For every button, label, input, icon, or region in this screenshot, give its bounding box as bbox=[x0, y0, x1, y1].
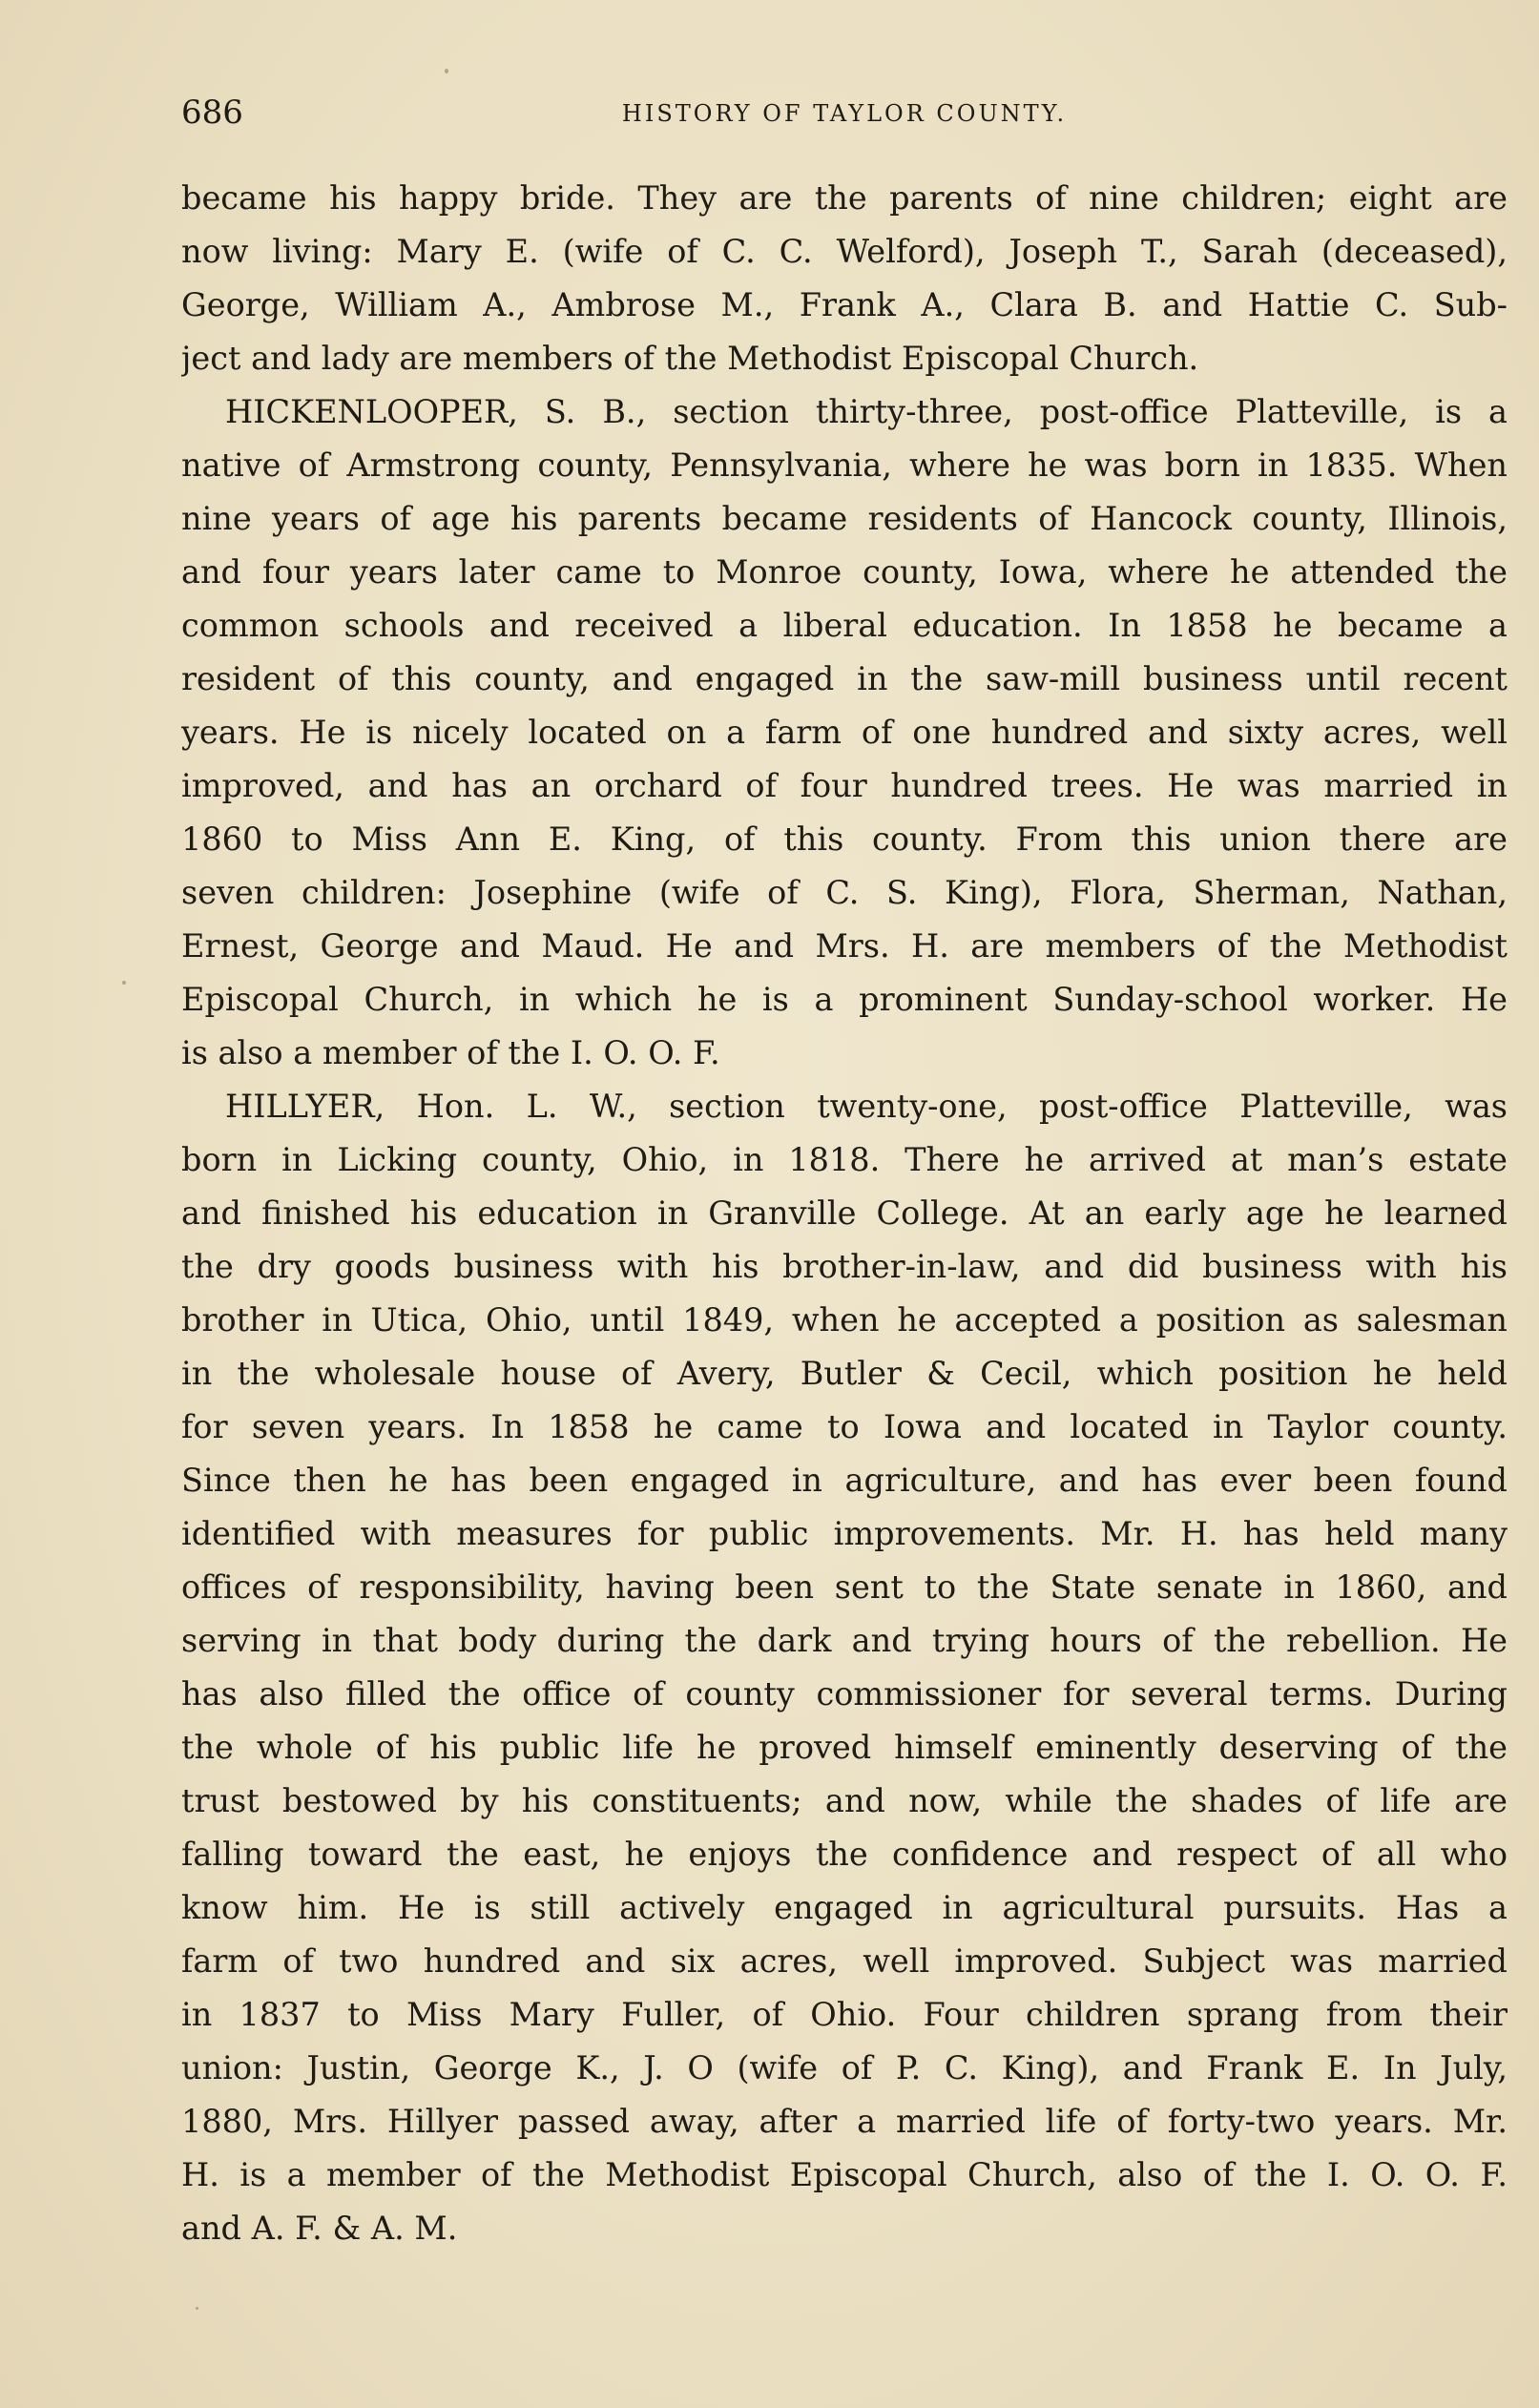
text-line: in 1837 to Miss Mary Fuller, of Ohio. Four children sprang from their bbox=[181, 1996, 1508, 2033]
page-number: 686 bbox=[181, 93, 243, 132]
entry-heading-line: HILLYER, Hon. L. W., section twenty-one, post-office Platteville, was bbox=[225, 1088, 1508, 1125]
text-line: George, William A., Ambrose M., Frank A., Clara B. and Hattie C. Sub- bbox=[181, 286, 1508, 323]
text-line: farm of two hundred and six acres, well improved. Subject was married bbox=[181, 1942, 1508, 1980]
paper-speck bbox=[122, 981, 126, 985]
text-line: brother in Utica, Ohio, until 1849, when he accepted a position as salesman bbox=[181, 1301, 1508, 1339]
text-line: is also a member of the I. O. O. F. bbox=[181, 1034, 720, 1071]
text-line: the dry goods business with his brother-in-law, and did business with his bbox=[181, 1248, 1508, 1285]
text-line: know him. He is still actively engaged in agricultural pursuits. Has a bbox=[181, 1889, 1508, 1926]
entry-heading-line: HICKENLOOPER, S. B., section thirty-three, post-office Platteville, is a bbox=[225, 393, 1508, 430]
text-line: nine years of age his parents became residents of Hancock county, Illinois, bbox=[181, 500, 1508, 537]
text-line: and four years later came to Monroe county, Iowa, where he attended the bbox=[181, 553, 1508, 591]
text-line: in the wholesale house of Avery, Butler & Cecil, which position he held bbox=[181, 1355, 1508, 1392]
running-head: HISTORY OF TAYLOR COUNTY. bbox=[621, 100, 1068, 127]
text-line: Since then he has been engaged in agriculture, and has ever been found bbox=[181, 1462, 1508, 1499]
text-line: falling toward the east, he enjoys the confidence and respect of all who bbox=[181, 1836, 1508, 1873]
text-line: common schools and received a liberal education. In 1858 he became a bbox=[181, 607, 1508, 644]
text-line: union: Justin, George K., J. O (wife of P. C. King), and Frank E. In July, bbox=[181, 2049, 1508, 2086]
text-line: Ernest, George and Maud. He and Mrs. H. are members of the Methodist bbox=[181, 927, 1508, 965]
text-line: and A. F. & A. M. bbox=[181, 2210, 458, 2247]
text-line: ject and lady are members of the Methodist Episcopal Church. bbox=[181, 340, 1199, 377]
text-line: trust bestowed by his constituents; and now, while the shades of life are bbox=[181, 1782, 1508, 1819]
text-line: serving in that body during the dark and trying hours of the rebellion. He bbox=[181, 1622, 1508, 1659]
text-line: Episcopal Church, in which he is a prominent Sunday-school worker. He bbox=[181, 981, 1508, 1018]
text-line: improved, and has an orchard of four hundred trees. He was married in bbox=[181, 767, 1508, 804]
text-line: seven children: Josephine (wife of C. S. King), Flora, Sherman, Nathan, bbox=[181, 874, 1508, 911]
text-line: resident of this county, and engaged in the saw-mill business until recent bbox=[181, 660, 1508, 697]
page-header bbox=[181, 93, 1508, 141]
body-text bbox=[181, 172, 1508, 2255]
paper-speck bbox=[445, 69, 448, 73]
text-line: now living: Mary E. (wife of C. C. Welford), Joseph T., Sarah (deceased), bbox=[181, 233, 1508, 270]
text-line: became his happy bride. They are the parents of nine children; eight are bbox=[181, 179, 1508, 217]
text-line: identified with measures for public improvements. Mr. H. has held many bbox=[181, 1515, 1508, 1552]
paper-speck bbox=[196, 2307, 198, 2310]
text-line: H. is a member of the Methodist Episcopal Church, also of the I. O. O. F. bbox=[181, 2156, 1508, 2193]
text-line: offices of responsibility, having been sent to the State senate in 1860, and bbox=[181, 1568, 1508, 1606]
text-line: 1860 to Miss Ann E. King, of this county. From this union there are bbox=[181, 820, 1508, 858]
text-line: native of Armstrong county, Pennsylvania, where he was born in 1835. When bbox=[181, 446, 1508, 484]
text-line: for seven years. In 1858 he came to Iowa and located in Taylor county. bbox=[181, 1408, 1508, 1445]
text-line: born in Licking county, Ohio, in 1818. There he arrived at man’s estate bbox=[181, 1141, 1508, 1178]
text-line: 1880, Mrs. Hillyer passed away, after a married life of forty-two years. Mr. bbox=[181, 2103, 1508, 2140]
text-line: the whole of his public life he proved himself eminently deserving of the bbox=[181, 1729, 1508, 1766]
text-line: has also filled the office of county commissioner for several terms. During bbox=[181, 1675, 1508, 1713]
text-line: and finished his education in Granville College. At an early age he learned bbox=[181, 1194, 1508, 1232]
text-line: years. He is nicely located on a farm of one hundred and sixty acres, well bbox=[181, 714, 1508, 751]
